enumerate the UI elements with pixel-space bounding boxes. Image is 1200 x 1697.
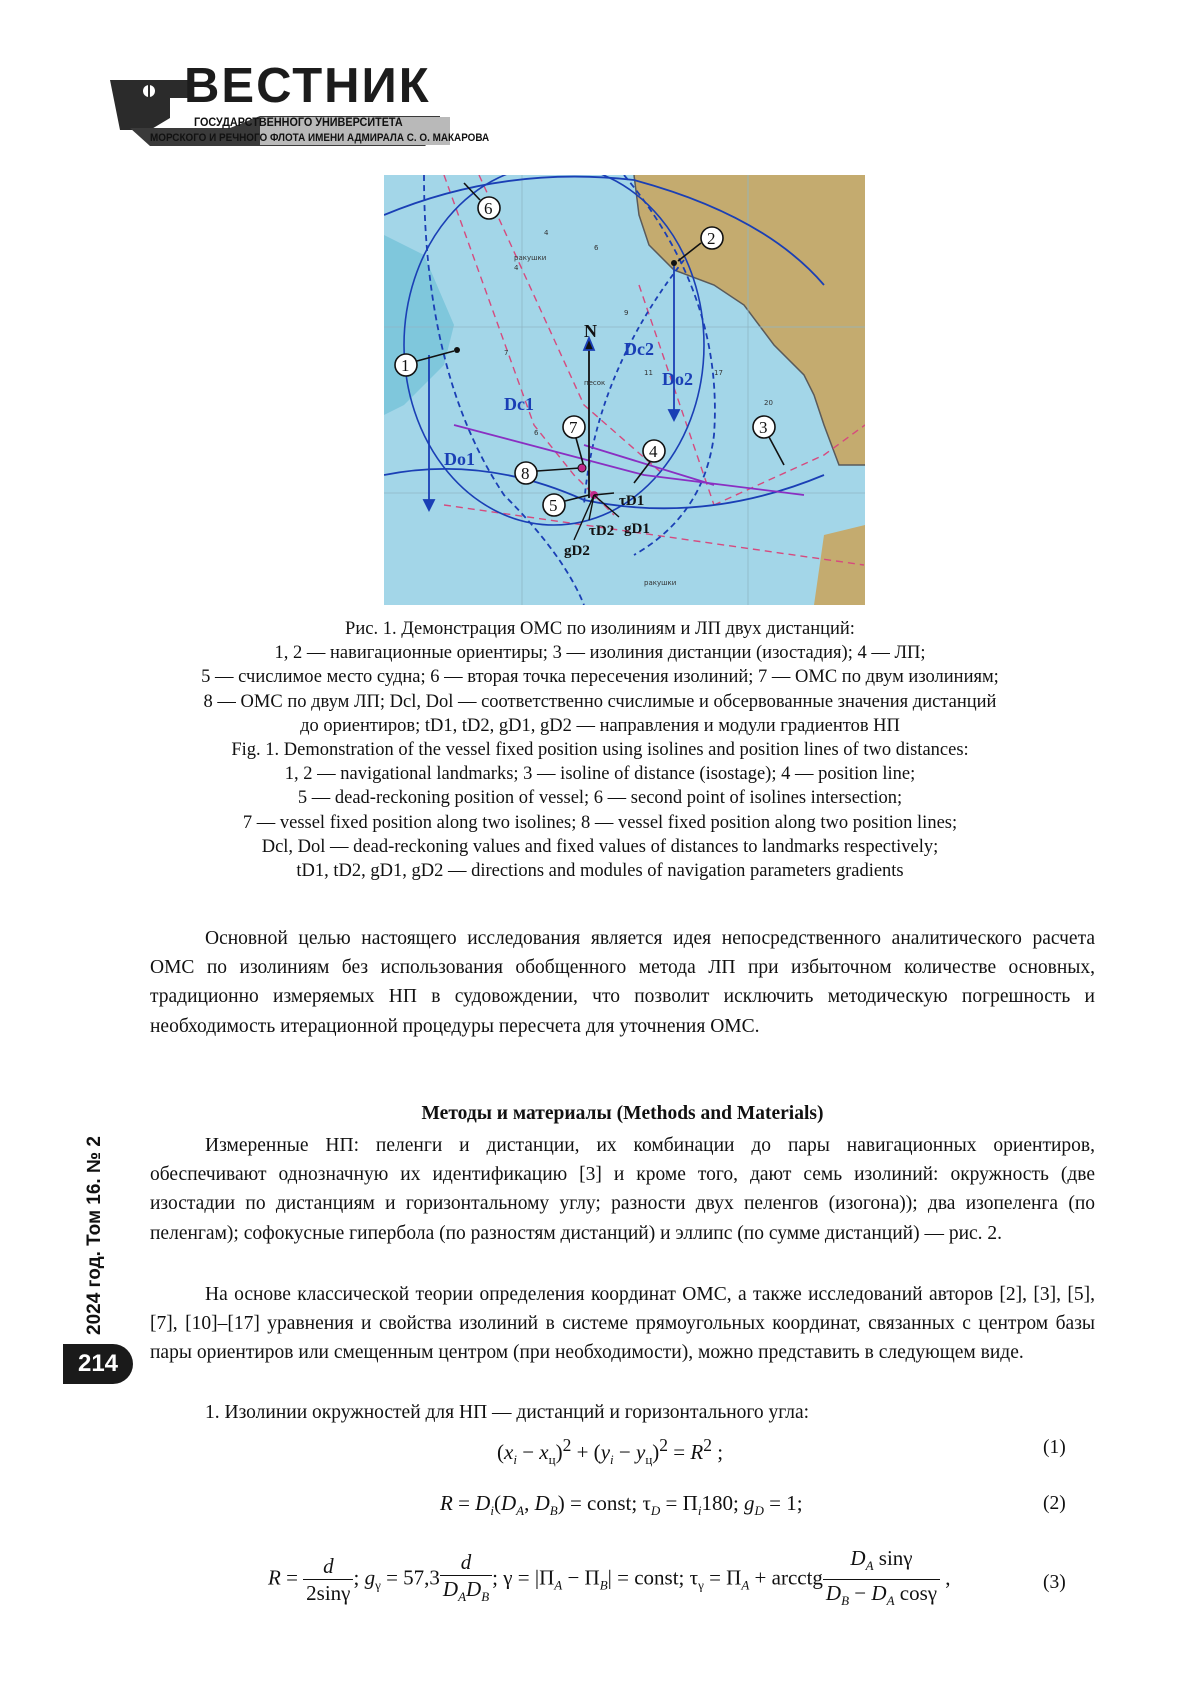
equation-3-number: (3) (1043, 1572, 1066, 1593)
caption-ru-line: 5 — счислимое место судна; 6 — вторая точка пересечения изолиний; 7 — ОМС по двум изолиниям; (201, 667, 999, 688)
caption-en-line: 1, 2 — navigational landmarks; 3 — isoline of distance (isostage); 4 — position line; (284, 764, 916, 785)
svg-text:1: 1 (401, 356, 410, 375)
callout-7 (563, 416, 585, 438)
svg-text:20: 20 (764, 399, 773, 407)
paragraph-2 (150, 1131, 1095, 1248)
svg-text:4: 4 (544, 229, 549, 237)
svg-text:6: 6 (484, 199, 493, 218)
paragraph-4 (150, 1398, 1095, 1427)
paragraph-1 (150, 924, 1095, 1041)
callout-5 (543, 494, 565, 516)
caption-en-line: tD1, tD2, gD1, gD2 — directions and modules of navigation parameters gradients (296, 861, 904, 882)
svg-text:17: 17 (714, 369, 723, 377)
svg-text:7: 7 (569, 418, 578, 437)
paragraph-2-text: Измеренные НП: пеленги и дистанции, их комбинации до пары навигационных ориентиров, обеспечивают однозначную их идентификацию [3] и кроме того, дают семь изолиний: окружность (две изостадии по дистанциям и горизонтальному углу; разности двух пеленгов (изогона)); два изопеленга (по пеленгам); софокусные гипербола (по разностям дистанций) и эллипс (по сумме дистанций) — рис. 2. (150, 1135, 1095, 1244)
label-tau-d1: τD1 (619, 493, 645, 509)
svg-text:7: 7 (504, 349, 509, 357)
callout-6 (478, 197, 500, 219)
caption-en-line: 5 — dead-reckoning position of vessel; 6 — second point of isolines intersection; (297, 788, 903, 809)
svg-text:9: 9 (624, 309, 629, 317)
equation-2: $R = D_i(D_A$, $D_B$) = const; $\tau_D = \Pi_i180$; $g_D = 1$; (440, 1491, 803, 1519)
equation-1-number: (1) (1043, 1437, 1066, 1458)
page-number: 214 (63, 1344, 133, 1384)
equation-3: R = $\frac{d}{2\sin\gamma}$ ; $g_\gamma = 57,3$ $\frac{d}{D_AD_B}$ ; $\gamma = |\Pi_A - \Pi_B|$ = const; $\tau_\gamma = \Pi_A$ + arcctg $\frac{D_A \sin\gamma}{D_B - D_A \cos\gamma}$ , (268, 1546, 951, 1609)
issue-info: 2024 год. Том 16. № 2 (84, 1136, 105, 1335)
caption-ru-line: 8 — ОМС по двум ЛП; Dcl, Dol — соответственно счислимые и обсервованные значения дистанций (203, 691, 997, 712)
north-label: N (584, 321, 597, 341)
paragraph-4-text: 1. Изолинии окружностей для НП — дистанций и горизонтального угла: (205, 1402, 810, 1423)
callout-2 (701, 227, 723, 249)
caption-en-line: Fig. 1. Demonstration of the vessel fixed position using isolines and position lines of two distances: (231, 740, 969, 761)
caption-en-line: 7 — vessel fixed position along two isolines; 8 — vessel fixed position along two position lines; (242, 812, 958, 833)
journal-title: ВЕСТНИК (184, 59, 431, 113)
equation-2-number: (2) (1043, 1493, 1066, 1514)
svg-text:4: 4 (649, 442, 658, 461)
label-do2: Do2 (662, 369, 693, 389)
caption-ru-line: Рис. 1. Демонстрация ОМС по изолиниям и ЛП двух дистанций: (345, 619, 855, 639)
journal-logo (110, 59, 490, 154)
label-do1: Do1 (444, 449, 475, 469)
svg-text:6: 6 (534, 429, 539, 437)
paragraph-3 (150, 1280, 1095, 1368)
callout-3 (753, 416, 775, 438)
caption-en-line: Dcl, Dol — dead-reckoning values and fixed values of distances to landmarks respectively; (261, 836, 939, 857)
caption-ru-line: до ориентиров; tD1, tD2, gD1, gD2 — направления и модули градиентов НП (300, 715, 900, 736)
section-heading: Методы и материалы (Methods and Materials) (421, 1103, 824, 1124)
label-g-d1: gD1 (624, 521, 650, 537)
svg-text:5: 5 (549, 496, 558, 515)
figure-chart-map (384, 175, 865, 605)
svg-text:6: 6 (594, 244, 599, 252)
svg-text:3: 3 (759, 418, 768, 437)
label-dc2: Dc2 (624, 339, 654, 359)
svg-text:11: 11 (644, 369, 653, 377)
chart-word-shells-2: ракушки (514, 254, 547, 262)
callout-1 (395, 354, 417, 376)
paragraph-1-text: Основной целью настоящего исследования является идея непосредственного аналитического расчета ОМС по изолиниям без использования обобщенного метода ЛП при избыточном количестве основных, традиционно измеряемых НП в судовождении, что позволит исключить методическую погрешность и необходимость итерационной процедуры пересчета для уточнения ОМС. (150, 928, 1095, 1037)
chart-word-shells: ракушки (644, 579, 677, 587)
equation-1: $(x_i - x_ц)^2 + (y_i - y_ц)^2 = R^2$ ; (497, 1435, 724, 1468)
journal-subtitle-1: ГОСУДАРСТВЕННОГО УНИВЕРСИТЕТА (194, 117, 403, 129)
callout-8 (515, 462, 537, 484)
caption-ru-line: 1, 2 — навигационные ориентиры; 3 — изолиния дистанции (изостадия); 4 — ЛП; (274, 643, 926, 664)
chart-word-sand: песок (584, 379, 606, 387)
figure-caption (150, 617, 1050, 883)
journal-subtitle-2: МОРСКОГО И РЕЧНОГО ФЛОТА ИМЕНИ АДМИРАЛА С. О. МАКАРОВА (150, 132, 490, 144)
svg-text:8: 8 (521, 464, 530, 483)
label-tau-d2: τD2 (589, 523, 615, 539)
svg-text:4: 4 (514, 264, 519, 272)
paragraph-3-text: На основе классической теории определения координат ОМС, а также исследований авторов [2], [3], [5], [7], [10]–[17] уравнения и свойства изолиний в системе прямоугольных координат, связанных с центром базы пары ориентиров или смещенным центром (при необходимости), можно представить в следующем виде. (150, 1284, 1095, 1364)
label-dc1: Dc1 (504, 394, 534, 414)
callout-4 (643, 440, 665, 462)
svg-text:2: 2 (707, 229, 716, 248)
label-g-d2: gD2 (564, 543, 590, 559)
